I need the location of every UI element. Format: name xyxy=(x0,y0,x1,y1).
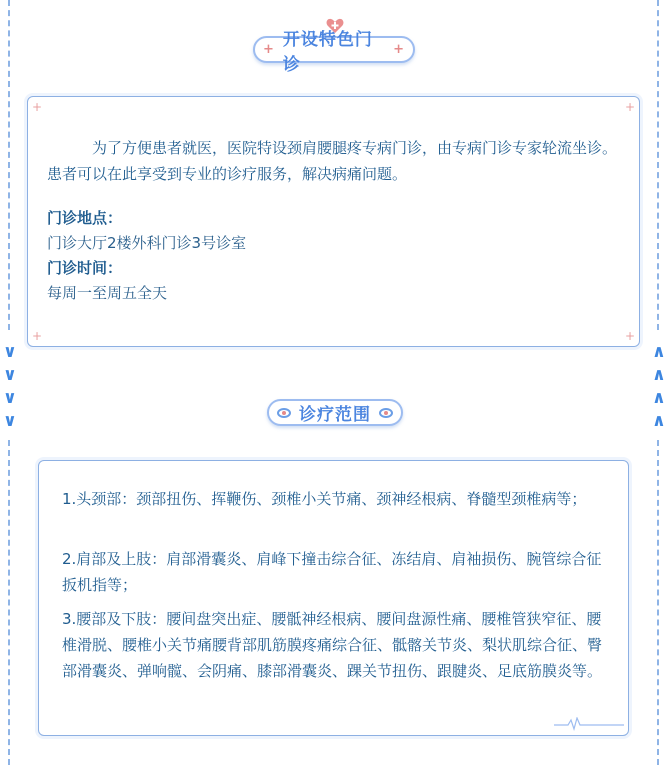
eye-icon xyxy=(277,408,291,418)
clinic-info-card xyxy=(27,96,640,347)
corner-plus-icon: + xyxy=(624,329,635,343)
scope-item-head-neck: 1.头颈部：颈部扭伤、挥鞭伤、颈椎小关节痛、颈神经根病、脊髓型颈椎病等； xyxy=(62,490,587,508)
corner-plus-icon: + xyxy=(32,100,43,114)
section-title-scope xyxy=(267,399,403,426)
time-label: 门诊时间： xyxy=(47,259,123,277)
location-value: 门诊大厅2楼外科门诊3号诊室 xyxy=(47,234,247,252)
section-title-text: 开设特色门诊 xyxy=(282,29,373,75)
location-label: 门诊地点： xyxy=(47,209,123,227)
right-guide-line-bottom xyxy=(657,440,659,765)
ecg-line-icon xyxy=(554,717,624,731)
chevron-up-icon: ∧ xyxy=(652,342,666,362)
scope-item-shoulder-upper-limb: 2.肩部及上肢：肩部滑囊炎、肩峰下撞击综合征、冻结肩、肩袖损伤、腕管综合征扳机指等； xyxy=(62,550,602,594)
section-title-special-clinic xyxy=(253,29,415,75)
treatment-scope-card xyxy=(38,460,629,736)
section-title-text: 诊疗范围 xyxy=(299,405,371,425)
chevron-down-icon: ∨ xyxy=(3,342,17,362)
chevron-up-icon: ∧ xyxy=(652,411,666,431)
right-guide-line-top xyxy=(657,0,659,330)
chevron-down-icon: ∨ xyxy=(3,411,17,431)
scope-item-waist-lower-limb: 3.腰部及下肢：腰间盘突出症、腰骶神经根病、腰间盘源性痛、腰椎管狭窄征、腰椎滑脱、腰椎小关节痛腰背部肌筋膜疼痛综合征、骶髂关节炎、梨状肌综合征、臀部滑囊炎、弹响髋、会阴痛、膝部滑囊炎、踝关节扭伤、跟腱炎、足底筋膜炎等。 xyxy=(62,610,603,680)
chevron-up-icon: ∧ xyxy=(652,365,666,385)
corner-plus-icon: + xyxy=(32,329,43,343)
chevron-down-icon: ∨ xyxy=(3,365,17,385)
plus-deco-icon: + xyxy=(393,42,405,57)
chevron-down-icon: ∨ xyxy=(3,388,17,408)
left-guide-line-top xyxy=(8,0,10,330)
plus-deco-icon: + xyxy=(263,42,275,57)
clinic-intro-text: 为了方便患者就医，医院特设颈肩腰腿疼专病门诊，由专病门诊专家轮流坐诊。患者可以在此享受到专业的诊疗服务，解决病痛问题。 xyxy=(47,139,618,183)
eye-icon xyxy=(379,408,393,418)
corner-plus-icon: + xyxy=(624,100,635,114)
left-guide-line-bottom xyxy=(8,440,10,765)
time-value: 每周一至周五全天 xyxy=(47,284,168,302)
chevron-up-icon: ∧ xyxy=(652,388,666,408)
